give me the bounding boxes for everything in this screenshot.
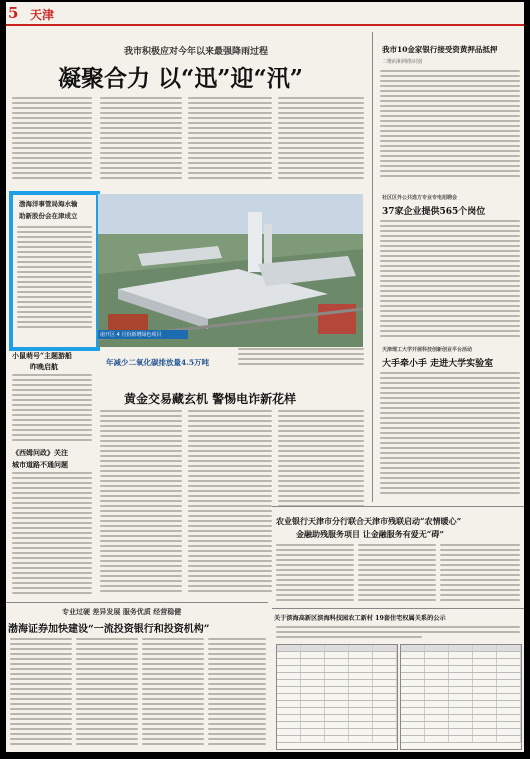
column-divider [372,32,373,502]
securities-body-col1 [10,638,72,748]
securities-rule [6,602,268,603]
brief-item2-title-line1: 《西姆问政》关注 [12,448,68,457]
brief-body [17,226,92,328]
right-top-body [380,70,520,182]
right-mid-body [380,220,520,340]
notice-table-left [276,644,398,750]
photo-tag: 南开区 4 月份新增绿色项目 [100,332,162,338]
brief-item1-title-line1: 小鼠萌号“主题游船 [12,351,73,360]
notice-headline: 关于滨海高新区滨海科技园农工新村 19套住宅权属关系的公示 [274,615,446,622]
securities-body-col3 [142,638,204,748]
notice-rule [272,608,524,609]
section-name: 天津 [30,8,55,22]
brief-title-line1: 渤海洋事管局海水输 [19,200,78,208]
notice-table-right [400,644,522,750]
photo-caption [238,348,364,370]
notice-body [276,626,520,640]
lead-headline: 凝聚合力 以“迅”迎“汛” [58,65,303,92]
brief-item2-body [12,472,92,600]
gold-body-col3 [278,410,364,510]
brief-item1-title-line2: 昨晚启航 [30,362,58,371]
factory-aerial-photo [98,194,363,347]
bank-headline-line1: 农业银行天津市分行联合天津市残联启动“农情暖心” [276,516,462,526]
bank-body-col2 [358,544,436,604]
factory-illustration [98,194,363,347]
securities-body-col2 [76,638,138,748]
newspaper-page [6,2,524,752]
photo-headline: 年减少二氧化碳排放量4.5万吨 [106,358,210,367]
right-mid-kicker: 社区区外公共选方专业专电招聘会 [382,195,458,201]
bank-body-col3 [440,544,520,604]
right-lower-body [380,372,520,500]
right-lower-kicker: 天津理工大学开展科技创新创业平台活动 [382,347,473,353]
lead-kicker: 我市积极应对今年以来最强降雨过程 [124,47,269,57]
gold-body-col1 [100,410,182,598]
bank-story-rule [272,506,524,507]
right-lower-headline: 大手牵小手 走进大学实验室 [382,359,494,369]
gold-body-col2 [188,410,272,598]
bank-headline-line2: 金融助残服务项目 让金融服务有爱无“碍” [296,529,444,539]
securities-kicker: 专业过硬 差异发展 服务优质 经营稳健 [62,607,182,616]
highlighted-news-brief[interactable] [9,191,100,351]
lead-body-col1 [12,97,92,185]
lead-body-col2 [100,97,182,185]
brief-item1-body [12,374,92,444]
gold-headline: 黄金交易藏玄机 警惕电诈新花样 [124,392,297,406]
securities-headline: 渤海证券加快建设“一流投资银行和投资机构” [8,624,210,635]
page-number: 5 [8,4,19,22]
brief-item2-title-line2: 城市道路不通问题 [12,460,68,469]
securities-body-col4 [208,638,266,748]
right-top-headline: 我市10金家银行接受资黄押品抵押 [382,45,498,54]
right-mid-headline: 37家企业提供565个岗位 [382,207,486,217]
lead-body-col4 [278,97,364,185]
bank-body-col1 [276,544,354,604]
brief-title-line2: 助新股份会在津成立 [19,212,78,220]
right-top-subhead: 二维码和网络识别 [382,59,423,65]
lead-body-col3 [188,97,272,185]
page-header [6,2,524,26]
